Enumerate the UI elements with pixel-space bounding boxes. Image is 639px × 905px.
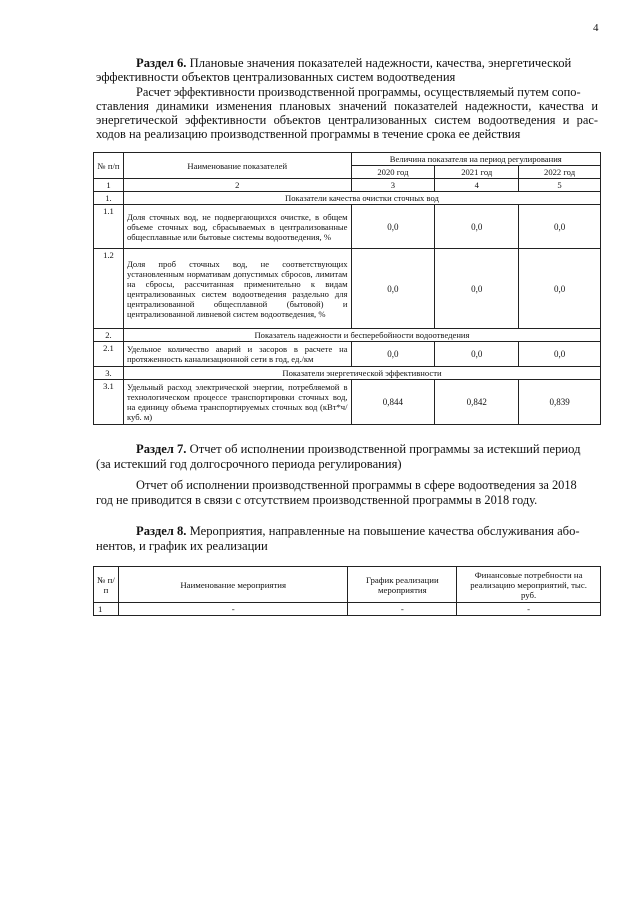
group-num: 1. bbox=[94, 192, 124, 205]
row-value-2021: 0,0 bbox=[435, 342, 519, 367]
col-num-2: 2 bbox=[123, 179, 351, 192]
section7-para-line2: год не приводится в связи с отсутствием производственной программы в 2018 году. bbox=[96, 493, 538, 507]
section6-label: Раздел 6. bbox=[136, 56, 187, 70]
row-name: Удельный расход электрической энергии, потребляемой в технологическом процессе транспортировки сточных вод, на единицу объема транспортируемых сточных вод (кВт*ч/ куб. м) bbox=[123, 380, 351, 425]
header-year-2022: 2022 год bbox=[519, 166, 601, 179]
section6-para-line3: энергетической эффективности объектов централизованных систем водоотведения и рас- bbox=[96, 113, 598, 127]
section6-title-line1: Плановые значения показателей надежности, качества, энергетической bbox=[189, 56, 572, 70]
section8-title-line1: Мероприятия, направленные на повышение качества обслуживания або- bbox=[189, 524, 580, 538]
section8-label: Раздел 8. bbox=[136, 524, 187, 538]
table-row bbox=[94, 342, 601, 367]
row-value-2022: 0,839 bbox=[519, 380, 601, 425]
group-row-2 bbox=[94, 329, 601, 342]
section7-title-line2: (за истекший год долгосрочного периода регулирования) bbox=[96, 457, 402, 471]
row-value-2021: 0,0 bbox=[435, 205, 519, 249]
section7-heading bbox=[136, 442, 581, 456]
section7-para-line1: Отчет об исполнении производственной программы в сфере водоотведения за 2018 bbox=[136, 478, 577, 492]
row-value-2020: 0,0 bbox=[351, 205, 435, 249]
section7-title-line1: Отчет об исполнении производственной программы за истекший период bbox=[189, 442, 581, 456]
col-num-3: 3 bbox=[351, 179, 435, 192]
row-value-2022: 0,0 bbox=[519, 249, 601, 329]
col-num-5: 5 bbox=[519, 179, 601, 192]
table-row bbox=[94, 205, 601, 249]
group-title: Показатели качества очистки сточных вод bbox=[123, 192, 600, 205]
row-value-2022: 0,0 bbox=[519, 205, 601, 249]
group-num: 2. bbox=[94, 329, 124, 342]
group-title: Показатели энергетической эффективности bbox=[123, 367, 600, 380]
measures-row-schedule: - bbox=[348, 603, 457, 616]
header-year-2020: 2020 год bbox=[351, 166, 435, 179]
row-value-2020: 0,844 bbox=[351, 380, 435, 425]
section8-heading bbox=[136, 524, 580, 538]
measures-header-num: № п/п bbox=[94, 567, 119, 603]
measures-row-name: - bbox=[118, 603, 347, 616]
section6-para-line1: Расчет эффективности производственной программы, осуществляемый путем сопо- bbox=[136, 85, 581, 99]
row-name: Доля проб сточных вод, не соответствующих установленным нормативам допустимых сбросов, лимитам на сбросы, рассчитанная применительно к видам централизованных систем водоотведения раздельно для централизованной общесплавной (бытовой) и централизованной ливневой систем водоотведения, % bbox=[123, 249, 351, 329]
row-value-2020: 0,0 bbox=[351, 249, 435, 329]
measures-table bbox=[93, 566, 601, 616]
col-num-4: 4 bbox=[435, 179, 519, 192]
header-period: Величина показателя на период регулирования bbox=[351, 153, 600, 166]
col-num-1: 1 bbox=[94, 179, 124, 192]
row-name: Удельное количество аварий и засоров в расчете на протяженность канализационной сети в год, ед./км bbox=[123, 342, 351, 367]
table-row bbox=[94, 380, 601, 425]
group-row-1 bbox=[94, 192, 601, 205]
section6-title-line2: эффективности объектов централизованных систем водоотведения bbox=[96, 70, 456, 84]
section7-label: Раздел 7. bbox=[136, 442, 187, 456]
row-value-2021: 0,842 bbox=[435, 380, 519, 425]
header-year-2021: 2021 год bbox=[435, 166, 519, 179]
measures-header-name: Наименование мероприятия bbox=[118, 567, 347, 603]
section6-para-line4: ходов на реализацию производственной программы в течение срока ее действия bbox=[96, 127, 521, 141]
header-num: № п/п bbox=[94, 153, 124, 179]
table-row bbox=[94, 603, 601, 616]
row-value-2021: 0,0 bbox=[435, 249, 519, 329]
measures-header-finance: Финансовые потребности на реализацию мероприятий, тыс. руб. bbox=[457, 567, 601, 603]
group-title: Показатель надежности и бесперебойности водоотведения bbox=[123, 329, 600, 342]
row-num: 1.1 bbox=[94, 205, 124, 249]
group-num: 3. bbox=[94, 367, 124, 380]
section6-para-line2: ставления динамики изменения плановых значений показателей надежности, качества и bbox=[96, 99, 598, 113]
indicators-table bbox=[93, 152, 601, 425]
row-value-2020: 0,0 bbox=[351, 342, 435, 367]
table-row bbox=[94, 249, 601, 329]
measures-header-schedule: График реализации мероприятия bbox=[348, 567, 457, 603]
page-number: 4 bbox=[593, 22, 599, 34]
row-name: Доля сточных вод, не подвергающихся очистке, в общем объеме сточных вод, сбрасываемых в централизованные общесплавные или бытовые системы водоотведения, % bbox=[123, 205, 351, 249]
header-name: Наименование показателей bbox=[123, 153, 351, 179]
row-value-2022: 0,0 bbox=[519, 342, 601, 367]
row-num: 3.1 bbox=[94, 380, 124, 425]
measures-row-finance: - bbox=[457, 603, 601, 616]
group-row-3 bbox=[94, 367, 601, 380]
section6-heading bbox=[136, 56, 571, 70]
measures-row-num: 1 bbox=[94, 603, 119, 616]
section8-title-line2: нентов, и график их реализации bbox=[96, 539, 268, 553]
row-num: 2.1 bbox=[94, 342, 124, 367]
row-num: 1.2 bbox=[94, 249, 124, 329]
